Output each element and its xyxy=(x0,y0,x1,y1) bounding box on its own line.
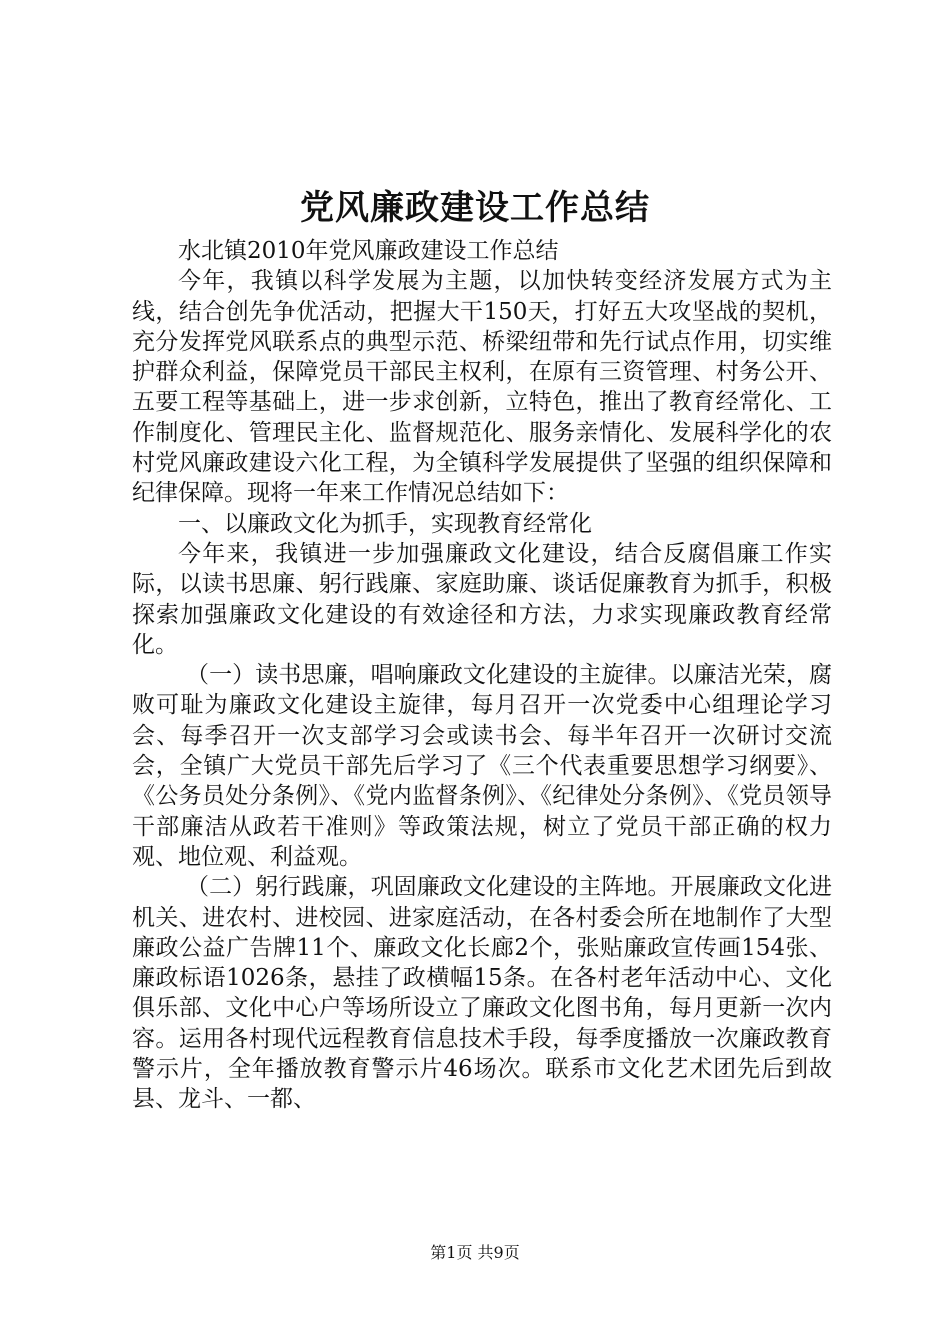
subtitle-paragraph: 水北镇2010年党风廉政建设工作总结 xyxy=(178,238,559,264)
body-paragraph: （一）读书思廉，唱响廉政文化建设的主旋律。以廉洁光荣，腐败可耻为廉政文化建设主旋律，每月召开一次党委中心组理论学习会、每季召开一次支部学习会或读书会、每半年召开一次研讨交流会，全镇广大党员干部先后学习了《三个代表重要思想学习纲要》、《公务员处分条例》、《党内监督条例》、《纪律处分条例》、《党员领导干部廉洁从政若干准则》等政策法规，树立了党员干部正确的权力观、地位观、利益观。 xyxy=(132,662,832,870)
intro-paragraph: 今年，我镇以科学发展为主题，以加快转变经济发展方式为主线，结合创先争优活动，把握大干150天，打好五大攻坚战的契机，充分发挥党风联系点的典型示范、桥梁纽带和先行试点作用，切实维护群众利益，保障党员干部民主权利，在原有三资管理、村务公开、五要工程等基础上，进一步求创新，立特色，推出了教育经常化、工作制度化、管理民主化、监督规范化、服务亲情化、发展科学化的农村党风廉政建设六化工程，为全镇科学发展提供了坚强的组织保障和纪律保障。现将一年来工作情况总结如下： xyxy=(132,268,832,507)
document-body xyxy=(132,236,832,1115)
body-paragraph: （二）躬行践廉，巩固廉政文化建设的主阵地。开展廉政文化进机关、进农村、进校园、进家庭活动，在各村委会所在地制作了大型廉政公益广告牌11个、廉政文化长廊2个，张贴廉政宣传画154张、廉政标语1026条，悬挂了政横幅15条。在各村老年活动中心、文化俱乐部、文化中心户等场所设立了廉政文化图书角，每月更新一次内容。运用各村现代远程教育信息技术手段，每季度播放一次廉政教育警示片，全年播放教育警示片46场次。联系市文化艺术团先后到故县、龙斗、一都、 xyxy=(132,874,832,1113)
body-paragraph: 今年来，我镇进一步加强廉政文化建设，结合反腐倡廉工作实际，以读书思廉、躬行践廉、家庭助廉、谈话促廉教育为抓手，积极探索加强廉政文化建设的有效途径和方法，力求实现廉政教育经常化。 xyxy=(132,540,832,658)
section-heading: 一、以廉政文化为抓手，实现教育经常化 xyxy=(178,510,592,537)
page-footer: 第1页 共9页 xyxy=(430,1243,520,1262)
document-title: 党风廉政建设工作总结 xyxy=(300,188,650,228)
